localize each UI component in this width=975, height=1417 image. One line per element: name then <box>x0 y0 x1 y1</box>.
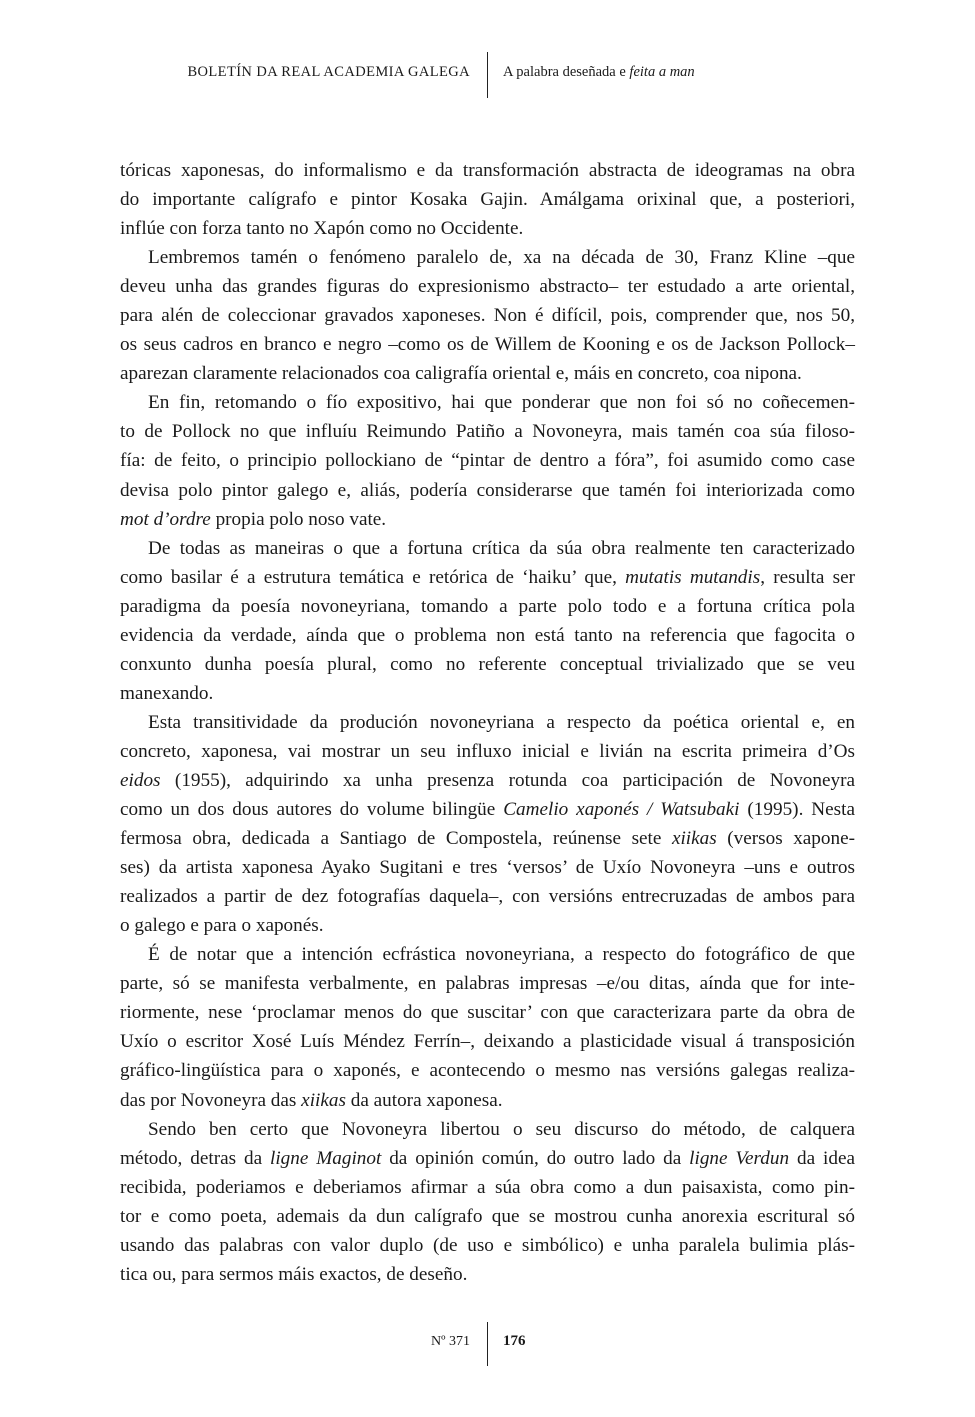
paragraph <box>120 1115 855 1289</box>
text-line: devisa polo pintor galego e, aliás, podería considerarse que tamén foi interiorizada como <box>120 479 855 501</box>
body-text <box>120 156 855 1289</box>
article-title-italic: feita a man <box>629 64 695 80</box>
italic-phrase: mot d’ordre <box>120 508 211 530</box>
running-footer <box>0 1322 975 1366</box>
text-line: Lembremos tamén o fenómeno paralelo de, xa na década de 30, Franz Kline –que <box>148 247 855 269</box>
text-line: concreto, xaponesa, vai mostrar un seu influxo inicial e livián na escrita primeira d’Os <box>120 740 855 762</box>
italic-phrase: ligne Verdun <box>689 1147 790 1169</box>
article-title-plain: A palabra deseñada e <box>503 64 630 80</box>
text-line: En fin, retomando o fío expositivo, hai que ponderar que non foi só no coñecemen- <box>148 392 855 414</box>
text-line: evidencia da verdade, aínda que o problema non está tanto na referencia que fagocita o <box>120 624 855 646</box>
text-line: para alén de coleccionar gravados xaponeses. Non é difícil, pois, comprender que, nos 50, <box>120 305 855 327</box>
text-line: to de Pollock no que influíu Reimundo Patiño a Novoneyra, mais tamén coa súa filoso- <box>120 421 855 443</box>
text-line: parte, só se manifesta verbalmente, en palabras impresas –e/ou ditas, aínda que for inte- <box>120 973 855 995</box>
text-line: manexando. <box>120 682 214 704</box>
text-line: Uxío o escritor Xosé Luís Méndez Ferrín–, deixando a plasticidade visual á transposición <box>120 1031 855 1053</box>
page-number: 176 <box>503 1333 526 1349</box>
text-line: aparezan claramente relacionados coa caligrafía oriental e, máis en concreto, coa nipona. <box>120 363 802 385</box>
text-line: os seus cadros en branco e negro –como os de Willem de Kooning e os de Jackson Pollock– <box>120 334 855 356</box>
text-line: ses) da artista xaponesa Ayako Sugitani e tres ‘versos’ de Uxío Novoneyra –uns e outros <box>120 857 855 879</box>
text-line: o galego e para o xaponés. <box>120 915 324 937</box>
text-line: deveu unha das grandes figuras do expresionismo abstracto– ter estudado a arte oriental, <box>120 276 855 298</box>
text-line: usando das palabras con valor duplo (de uso e simbólico) e unha paralela bulimia plás- <box>120 1234 855 1256</box>
journal-title: BOLETÍN DA REAL ACADEMIA GALEGA <box>187 64 470 80</box>
text-line: fermosa obra, dedicada a Santiago de Compostela, reúnense sete xiikas (versos xapone- <box>120 828 855 850</box>
text-line: riormente, nese ‘proclamar menos do que suscitar’ con que caracterizara parte da obra de <box>120 1002 855 1024</box>
running-header <box>0 52 975 98</box>
text-line: Sendo ben certo que Novoneyra libertou o seu discurso do método, de calquera <box>148 1118 855 1140</box>
italic-phrase: eidos <box>120 769 161 791</box>
text-line: inflúe con forza tanto no Xapón como no Occidente. <box>120 218 524 240</box>
italic-phrase: mutatis mutandis <box>625 566 761 588</box>
text-line: tor e como poeta, ademais da dun calígrafo que se mostrou cunha anorexia escritural só <box>120 1205 855 1227</box>
text-line: tica ou, para sermos máis exactos, de deseño. <box>120 1263 468 1285</box>
issue-number: Nº 371 <box>431 1334 470 1349</box>
text-line: gráfico-lingüística para o xaponés, e acontecendo o mesmo nas versións galegas realiza- <box>120 1060 855 1082</box>
text-line: tóricas xaponesas, do informalismo e da transformación abstracta de ideogramas na obra <box>120 160 855 181</box>
paragraph <box>120 243 855 388</box>
text-line: De todas as maneiras o que a fortuna crítica da súa obra realmente ten caracterizado <box>148 537 855 559</box>
italic-phrase: xiikas <box>671 828 717 850</box>
text-line: fía: de feito, o principio pollockiano de “pintar de dentro a fóra”, foi asumido como case <box>120 450 855 472</box>
paragraph <box>120 156 855 243</box>
text-line: do importante calígrafo e pintor Kosaka Gajin. Amálgama orixinal que, a posteriori, <box>120 189 855 211</box>
text-line: recibida, poderiamos e deberiamos afirmar a súa obra como a dun paisaxista, como pin- <box>120 1176 855 1198</box>
text-line: mot d’ordre propia polo noso vate. <box>120 508 387 530</box>
italic-phrase: ligne Maginot <box>270 1147 382 1169</box>
text-line: realizados a partir de dez fotografías daquela–, con versións entrecruzadas de ambos para <box>120 886 855 908</box>
italic-phrase: xiikas <box>301 1089 346 1111</box>
text-line: como un dos dous autores do volume bilingüe Camelio xaponés / Watsubaki (1995). Nesta <box>120 799 855 821</box>
text-line: como basilar é a estrutura temática e retórica de ‘haiku’ que, mutatis mutandis, resulta ser <box>120 566 855 588</box>
text-line: eidos (1955), adquirindo xa unha presenza rotunda coa participación de Novoneyra <box>120 769 855 791</box>
paragraph <box>120 708 855 940</box>
italic-phrase: Camelio xaponés / Watsubaki <box>503 799 740 821</box>
paragraph <box>120 388 855 533</box>
text-line: Esta transitividade da produción novoneyriana a respecto da poética oriental e, en <box>148 711 855 733</box>
text-line: conxunto dunha poesía plural, como no referente conceptual trivializado que se veu <box>120 653 855 675</box>
footer-divider <box>487 1322 488 1366</box>
text-line: das por Novoneyra das xiikas da autora xaponesa. <box>120 1089 503 1111</box>
header-divider <box>487 52 488 98</box>
text-line: método, detras da ligne Maginot da opinión común, do outro lado da ligne Verdun da idea <box>120 1147 855 1169</box>
paragraph <box>120 534 855 708</box>
paragraph <box>120 940 855 1114</box>
article-title <box>503 64 695 81</box>
text-line: É de notar que a intención ecfrástica novoneyriana, a respecto do fotográfico de que <box>148 944 855 966</box>
text-line: paradigma da poesía novoneyriana, tomando a parte polo todo e a fortuna crítica pola <box>120 595 855 617</box>
